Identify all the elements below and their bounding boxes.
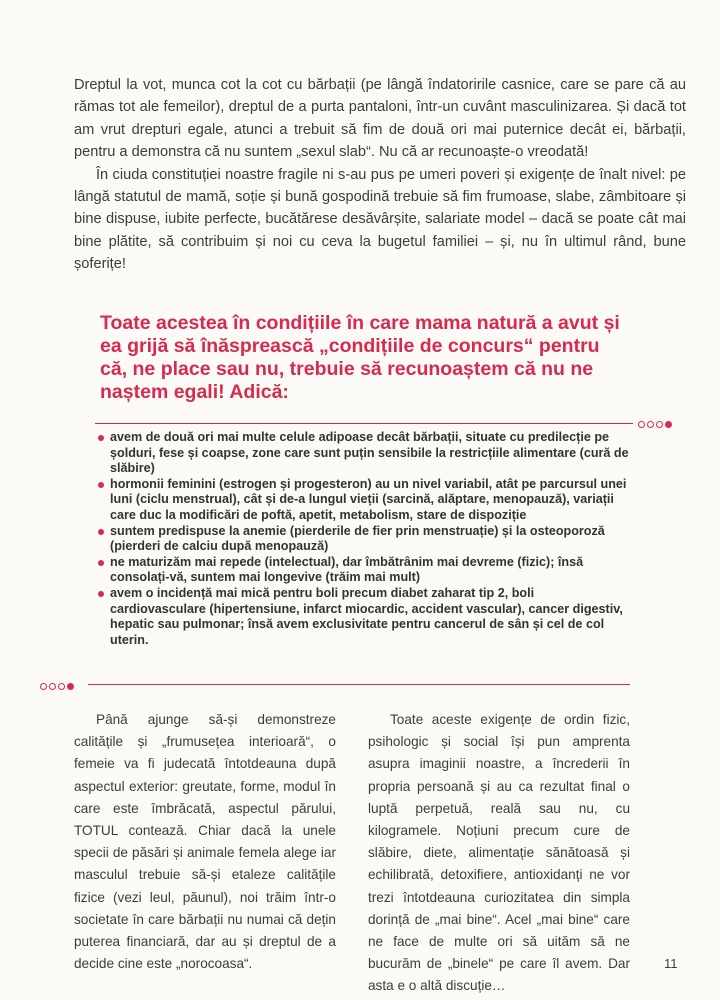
bottom-divider <box>88 684 630 685</box>
intro-paragraph-1: Dreptul la vot, munca cot la cot cu bărbații (pe lângă îndatoririle casnice, care se pare că au rămas tot ale femeilor), dreptul de a purta pantaloni, într-un cuvânt masculinizarea. Și dacă tot am vrut drepturi egale, atunci a trebuit să fim de două ori mai puternice decât ei, bărbații, pentru a demonstra că nu suntem „sexul slab“. Nu că ar recunoaște-o vreodată! <box>74 77 686 161</box>
intro-text <box>74 74 686 276</box>
list-item: ne maturizăm mai repede (intelectual), dar îmbătrânim mai devreme (fizic); însă consolați-vă, suntem mai longevive (trăim mai mult) <box>96 555 632 586</box>
page-number: 11 <box>664 956 678 971</box>
list-item: avem o incidență mai mică pentru boli precum diabet zaharat tip 2, boli cardiovasculare (hipertensiune, infarct miocardic, accident vascular), cancer digestiv, hepatic sau pulmonar; însă avem exclusivitate pentru cancerul de sân și cel de col uterin. <box>96 586 632 648</box>
left-column-text: Până ajunge să-și demonstreze calitățile și „frumusețea interioară“, o femeie va fi judecată întotdeauna după aspectul exterior: greutate, forme, modul în care este îmbrăcată, aspectul părului, TOTUL contează. Chiar dacă la unele specii de păsări și animale femela alege iar masculul trebuie să-și etaleze calitățile fizice (vezi leul, păunul), noi trăim într-o societate în care bărbații nu numai că dețin puterea financiară, dar au și dreptul de a decide cine este „norocoasa“. <box>74 712 336 972</box>
list-item: hormonii feminini (estrogen și progesteron) au un nivel variabil, atât pe parcursul unei luni (ciclu menstrual), cât și de-a lungul vieții (sarcină, alăptare, menopauză), variații care duc la modificări de poftă, apetit, metabolism, stare de dispoziție <box>96 477 632 524</box>
list-item: suntem predispuse la anemie (pierderile de fier prin menstruație) și la osteoporoză (pierderi de calciu după menopauză) <box>96 524 632 555</box>
facts-list <box>96 430 632 648</box>
right-column-text: Toate aceste exigențe de ordin fizic, psihologic și social își pun amprenta asupra imaginii noastre, a încrederii în propria persoană și au ca rezultat final o luptă perpetuă, reală sau nu, cu kilogramele. Noțiuni precum cure de slăbire, diete, alimentație sănătoasă și echilibrată, detoxifiere, antioxidanți ne vor trezi întotdeauna curiozitatea din simpla dorință de „mai bine“. Acel „mai bine“ care ne face de multe ori să uităm să ne bucurăm de „binele“ pe care îl avem. Dar asta e o altă discuție… <box>368 712 630 994</box>
box-heading: Toate acestea în condițiile în care mama natură a avut și ea grijă să înăsprească „condițiile de concurs“ pentru că, ne place sau nu, trebuie să recunoaștem că nu ne naștem egali! Adică: <box>100 312 620 403</box>
list-item: avem de două ori mai multe celule adipoase decât bărbații, situate cu predilecție pe șolduri, fese și coapse, zone care sunt puțin sensibile la restricțiile alimentare (cură de slăbire) <box>96 430 632 477</box>
top-divider <box>95 423 633 424</box>
decorative-dots-icon <box>40 680 76 692</box>
right-column <box>368 709 630 998</box>
left-column <box>74 709 336 975</box>
intro-paragraph-2: În ciuda constituției noastre fragile ni s-au pus pe umeri poveri și exigențe de înalt nivel: pe lângă statutul de mamă, soție și bună gospodină trebuie să fim frumoase, slabe, zâmbitoare și bine dispuse, iubite perfecte, bucătărese desăvârșite, salariate model – dacă se poate cât mai bine plătite, să contribuim și noi cu ceva la bugetul familiei – și, nu în ultimul rând, bune șoferițe! <box>74 166 686 273</box>
decorative-dots-icon <box>638 418 674 430</box>
